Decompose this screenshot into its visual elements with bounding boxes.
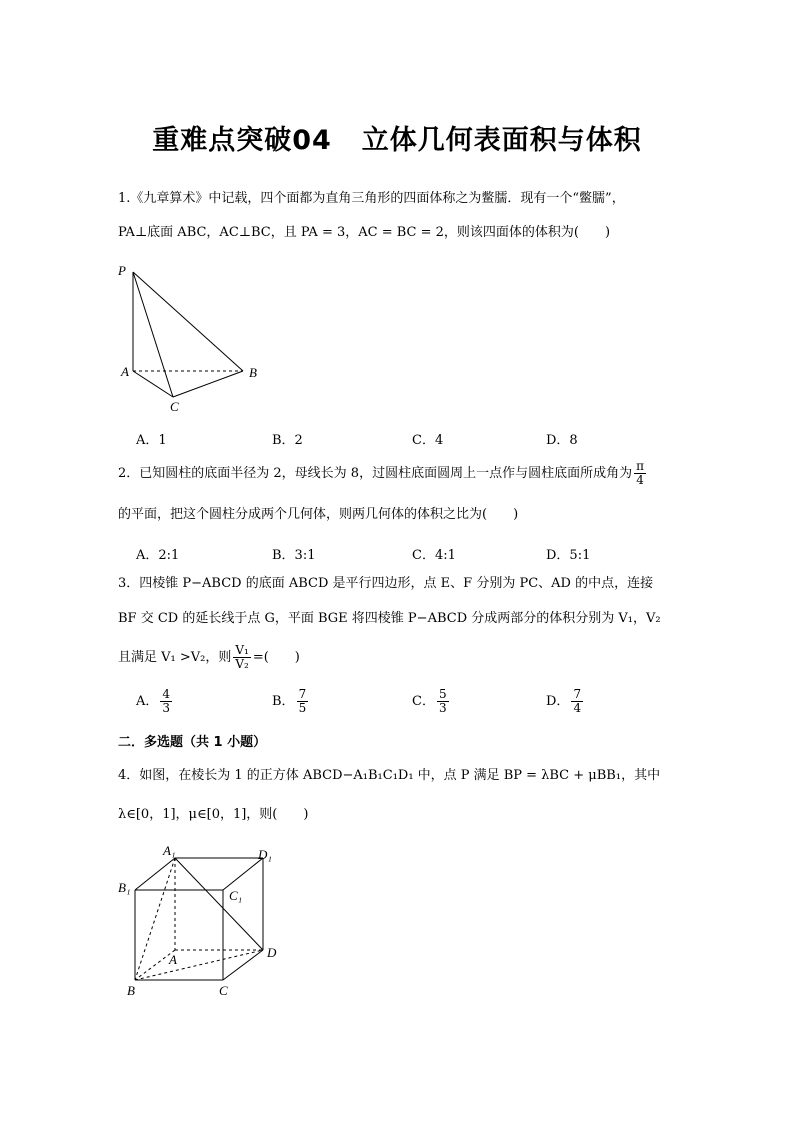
- frac-num: V₁: [235, 643, 249, 657]
- q3-ratio: [233, 644, 250, 671]
- option-frac: [437, 688, 449, 715]
- q4-vector-equation: BP = λBC + μBB₁: [503, 768, 622, 783]
- frac-num: 4: [162, 687, 171, 701]
- option-label: B．: [272, 694, 295, 709]
- q2-line1: [118, 460, 648, 487]
- q3-line1: 3．四棱锥 P−ABCD 的底面 ABCD 是平行四边形，点 E、F 分别为 PC、AD 的中点，连接: [118, 576, 654, 591]
- label-d: D: [267, 945, 277, 960]
- q4-line1: [118, 767, 660, 785]
- option-label: C．: [412, 694, 435, 709]
- frac-den: 4: [636, 473, 644, 487]
- q2-option-a[interactable]: A．2:1: [136, 548, 180, 563]
- q4-line1-text: 4．如图，在棱长为 1 的正方体 ABCD−A₁B₁C₁D₁ 中，点 P 满足: [118, 768, 500, 783]
- q1-option-b[interactable]: B．2: [272, 433, 303, 448]
- edge-pc: [133, 272, 173, 397]
- q3-option-b[interactable]: [272, 688, 310, 715]
- option-frac: [571, 688, 583, 715]
- q3-line3-text: 且满足 V₁ >V₂，则: [118, 650, 232, 665]
- frac-den: 5: [298, 701, 307, 715]
- label-c: C: [170, 399, 179, 414]
- q1-option-c[interactable]: C．4: [412, 433, 444, 448]
- q2-option-b[interactable]: B．3:1: [272, 548, 316, 563]
- q4-line1-end: ，其中: [621, 768, 661, 783]
- label-b: B: [127, 983, 135, 998]
- q1-line2: PA⊥底面 ABC，AC⊥BC，且 PA = 3，AC = BC = 2，则该四面体的体积为( ): [118, 225, 611, 240]
- option-frac: [297, 688, 309, 715]
- option-label: A．: [136, 694, 159, 709]
- frac-num: π: [636, 459, 644, 473]
- edge-a1b1: [135, 858, 175, 890]
- frac-den: 3: [438, 701, 447, 715]
- q3-option-a[interactable]: [136, 688, 174, 715]
- label-a1: A₁: [163, 843, 176, 858]
- page-title: [0, 118, 794, 157]
- frac-den: 4: [573, 701, 582, 715]
- section-heading: 二．多选题（共 1 小题）: [118, 735, 267, 750]
- q2-pi-over-4: [634, 460, 646, 487]
- label-c: C: [219, 983, 228, 998]
- label-a: A: [169, 952, 177, 967]
- label-a: A: [121, 364, 129, 379]
- q3-option-c[interactable]: [412, 688, 451, 715]
- q2-line1-text: 2．已知圆柱的底面半径为 2，母线长为 8，过圆柱底面圆周上一点作与圆柱底面所成角为: [118, 466, 633, 481]
- q3-line2: BF 交 CD 的延长线于点 G，平面 BGE 将四棱锥 P−ABCD 分成两部分的体积分别为 V₁，V₂: [118, 611, 661, 626]
- title-main: 重难点突破04: [152, 125, 332, 156]
- label-b: B: [249, 365, 257, 380]
- q2-line2: 的平面，把这个圆柱分成两个几何体，则两几何体的体积之比为( ): [118, 507, 519, 522]
- label-b1: B₁: [118, 880, 131, 895]
- q1-line1: 1.《九章算术》中记载，四个面都为直角三角形的四面体称之为鳖臑．现有一个“鳖臑”，: [118, 191, 625, 206]
- frac-den: V₂: [235, 657, 249, 671]
- q2-option-c[interactable]: C．4:1: [412, 548, 456, 563]
- q3-option-d[interactable]: [546, 688, 585, 715]
- frac-num: 7: [573, 687, 582, 701]
- q1-tetrahedron-figure: [115, 262, 275, 417]
- label-d1: D₁: [258, 847, 272, 862]
- q1-option-a[interactable]: A．1: [136, 433, 167, 448]
- edge-a1d: [175, 858, 263, 950]
- frac-num: 7: [298, 687, 307, 701]
- frac-num: 5: [438, 687, 447, 701]
- option-frac: [160, 688, 172, 715]
- title-sub: 立体几何表面积与体积: [361, 125, 642, 156]
- frac-den: 3: [162, 701, 171, 715]
- q3-line3: [118, 644, 300, 671]
- label-c1: C₁: [229, 888, 243, 903]
- label-p: P: [118, 263, 126, 278]
- q4-line2: λ∈[0，1]，μ∈[0，1]，则( ): [118, 807, 309, 822]
- q1-option-d[interactable]: D．8: [546, 433, 578, 448]
- edge-cb: [173, 371, 243, 397]
- edge-pb: [133, 272, 243, 371]
- q3-line3-end: =( ): [252, 650, 300, 665]
- q2-option-d[interactable]: D．5:1: [546, 548, 591, 563]
- option-label: D．: [546, 694, 570, 709]
- q4-cube-figure: [115, 842, 295, 1002]
- edge-d1c1: [223, 858, 263, 890]
- edge-ac: [133, 371, 173, 397]
